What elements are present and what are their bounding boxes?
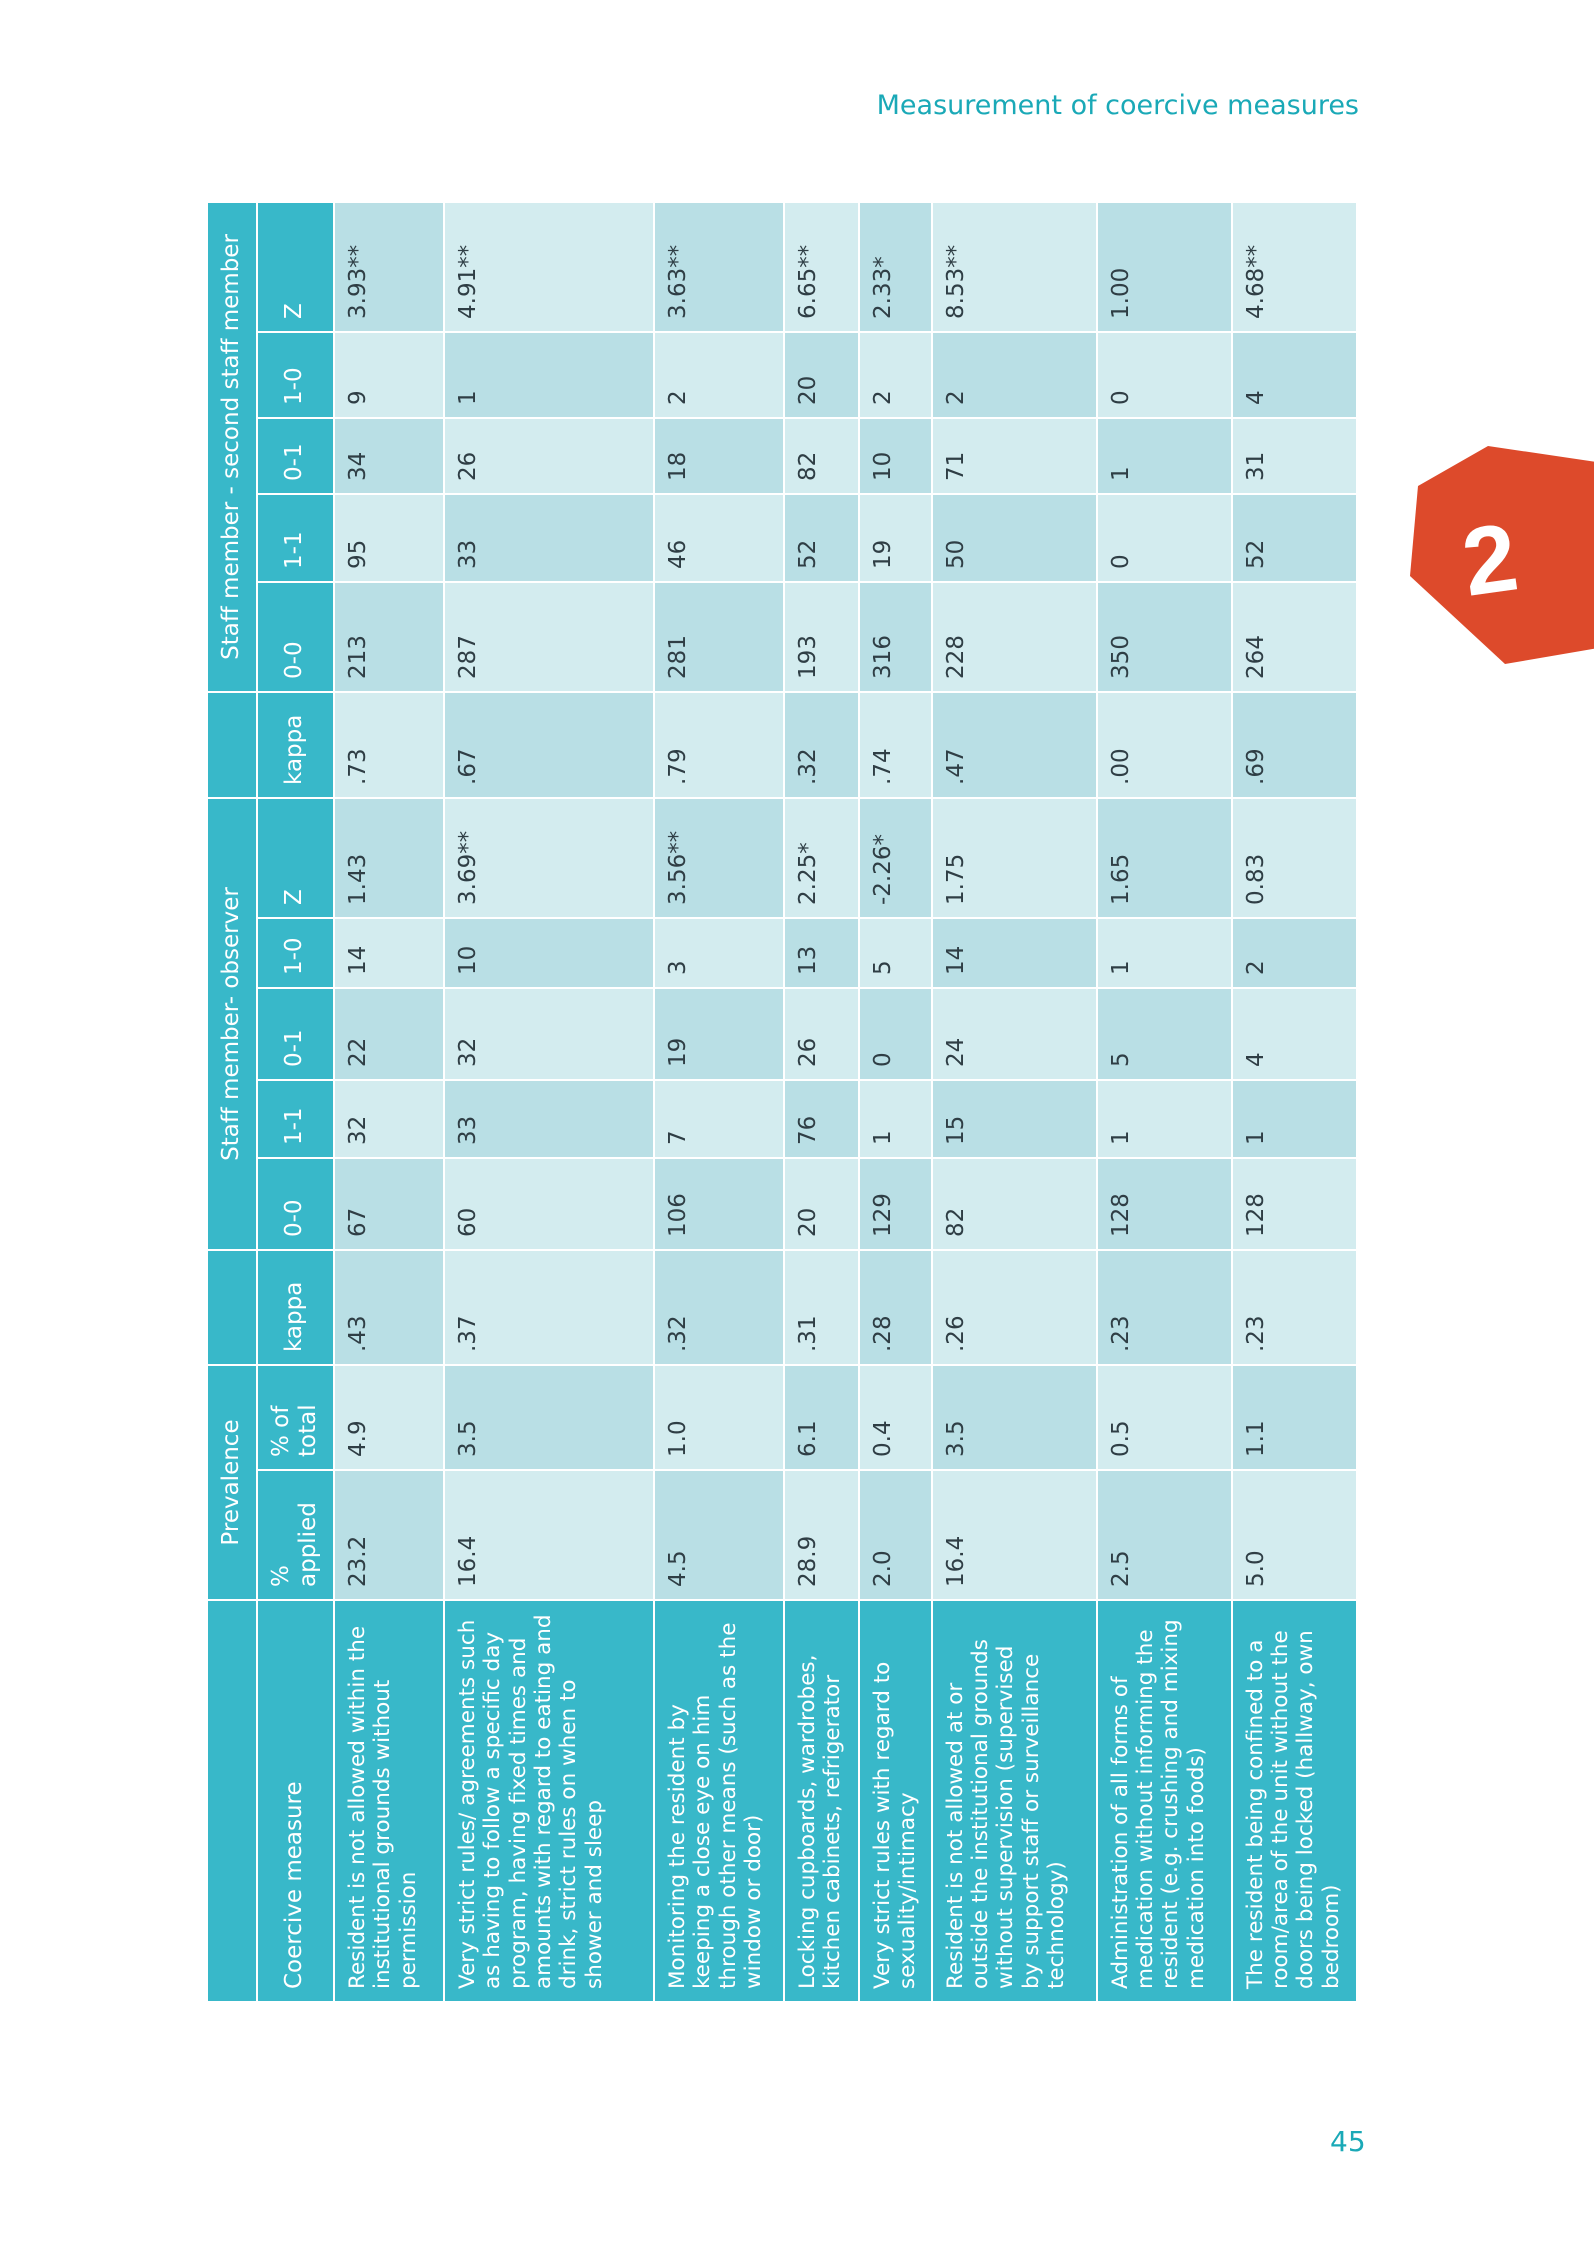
cell-kappa: .74 <box>859 692 932 798</box>
cell-0-0: 281 <box>654 582 784 692</box>
cell-0-0: 193 <box>784 582 859 692</box>
col-header-pct-applied: % applied <box>257 1470 334 1600</box>
cell-z: 6.65** <box>784 202 859 332</box>
cell-0-1: 10 <box>859 418 932 494</box>
cell-kappa: .32 <box>654 1250 784 1365</box>
coercive-measure-label: Resident is not allowed within the institutional grounds without permission <box>334 1600 444 2002</box>
col-header-11: 1-1 <box>257 1080 334 1158</box>
col-header-10: 1-0 <box>257 332 334 418</box>
coercive-measures-table <box>206 201 1358 2003</box>
col-header-z: Z <box>257 202 334 332</box>
coercive-measure-label: Very strict rules with regard to sexuality/intimacy <box>859 1600 932 2002</box>
cell-1-1: 33 <box>444 494 654 582</box>
cell-0-1: 31 <box>1232 418 1357 494</box>
group-header-prevalence: Prevalence <box>207 1365 257 1600</box>
header-blank <box>207 692 257 798</box>
cell--of-total: 1.1 <box>1232 1365 1357 1470</box>
table-row <box>444 202 654 2002</box>
table-row <box>654 202 784 2002</box>
cell-1-1: 95 <box>334 494 444 582</box>
cell--applied: 28.9 <box>784 1470 859 1600</box>
cell-0-0: 213 <box>334 582 444 692</box>
cell-z: 8.53** <box>932 202 1097 332</box>
cell-z: 1.43 <box>334 798 444 918</box>
cell-1-1: 46 <box>654 494 784 582</box>
cell-1-0: 14 <box>932 918 1097 988</box>
cell--of-total: 3.5 <box>932 1365 1097 1470</box>
cell--applied: 2.5 <box>1097 1470 1232 1600</box>
cell-kappa: .23 <box>1097 1250 1232 1365</box>
cell-z: 2.33* <box>859 202 932 332</box>
cell-1-0: 4 <box>1232 332 1357 418</box>
cell-z: 3.93** <box>334 202 444 332</box>
cell-1-0: 1 <box>444 332 654 418</box>
chapter-badge-hexagon <box>1410 446 1594 666</box>
cell-0-1: 26 <box>444 418 654 494</box>
col-header-pct-total: % of total <box>257 1365 334 1470</box>
cell-1-1: 0 <box>1097 494 1232 582</box>
col-header-measure: Coercive measure <box>257 1600 334 2002</box>
col-header-kappa: kappa <box>257 692 334 798</box>
cell-z: 4.91** <box>444 202 654 332</box>
cell--of-total: 1.0 <box>654 1365 784 1470</box>
cell--of-total: 3.5 <box>444 1365 654 1470</box>
table-body <box>334 202 1357 2002</box>
cell--applied: 5.0 <box>1232 1470 1357 1600</box>
cell-0-1: 34 <box>334 418 444 494</box>
cell-1-1: 33 <box>444 1080 654 1158</box>
cell-1-1: 32 <box>334 1080 444 1158</box>
cell-1-0: 20 <box>784 332 859 418</box>
group-header-observer: Staff member- observer <box>207 798 257 1250</box>
col-header-00: 0-0 <box>257 582 334 692</box>
cell-kappa: .28 <box>859 1250 932 1365</box>
cell-1-1: 50 <box>932 494 1097 582</box>
cell-z: 1.75 <box>932 798 1097 918</box>
cell-z: -2.26* <box>859 798 932 918</box>
col-header-kappa: kappa <box>257 1250 334 1365</box>
cell-1-1: 1 <box>1232 1080 1357 1158</box>
cell-0-0: 350 <box>1097 582 1232 692</box>
cell-0-1: 82 <box>784 418 859 494</box>
cell--applied: 2.0 <box>859 1470 932 1600</box>
cell-0-0: 228 <box>932 582 1097 692</box>
cell-1-0: 5 <box>859 918 932 988</box>
cell-z: 2.25* <box>784 798 859 918</box>
cell-0-1: 26 <box>784 988 859 1080</box>
cell-0-1: 4 <box>1232 988 1357 1080</box>
cell-kappa: .31 <box>784 1250 859 1365</box>
cell-0-0: 60 <box>444 1158 654 1250</box>
cell-1-0: 1 <box>1097 918 1232 988</box>
cell-0-1: 22 <box>334 988 444 1080</box>
cell-0-1: 1 <box>1097 418 1232 494</box>
cell-kappa: .32 <box>784 692 859 798</box>
header-blank <box>207 1250 257 1365</box>
cell-0-1: 71 <box>932 418 1097 494</box>
cell-kappa: .73 <box>334 692 444 798</box>
cell-kappa: .79 <box>654 692 784 798</box>
cell-0-1: 24 <box>932 988 1097 1080</box>
cell-1-0: 2 <box>932 332 1097 418</box>
cell--of-total: 0.5 <box>1097 1365 1232 1470</box>
col-header-00: 0-0 <box>257 1158 334 1250</box>
cell-z: 0.83 <box>1232 798 1357 918</box>
cell-kappa: .69 <box>1232 692 1357 798</box>
cell-1-0: 13 <box>784 918 859 988</box>
running-header: Measurement of coercive measures <box>876 90 1359 121</box>
cell-1-0: 10 <box>444 918 654 988</box>
cell-1-1: 19 <box>859 494 932 582</box>
cell-1-0: 14 <box>334 918 444 988</box>
cell-0-0: 316 <box>859 582 932 692</box>
cell-kappa: .43 <box>334 1250 444 1365</box>
cell-kappa: .23 <box>1232 1250 1357 1365</box>
cell-0-1: 5 <box>1097 988 1232 1080</box>
chapter-number: 2 <box>1456 503 1524 617</box>
col-header-01: 0-1 <box>257 418 334 494</box>
cell-z: 3.69** <box>444 798 654 918</box>
table-row <box>334 202 444 2002</box>
cell-1-0: 2 <box>654 332 784 418</box>
col-header-11: 1-1 <box>257 494 334 582</box>
cell-kappa: .26 <box>932 1250 1097 1365</box>
column-header-row <box>257 202 334 2002</box>
cell-0-0: 128 <box>1232 1158 1357 1250</box>
cell-0-0: 287 <box>444 582 654 692</box>
coercive-measure-label: Monitoring the resident by keeping a close eye on him through other means (such as the window or door) <box>654 1600 784 2002</box>
cell-1-1: 52 <box>1232 494 1357 582</box>
coercive-measure-label: Administration of all forms of medication without informing the resident (e.g. crushing and mixing medication into foods) <box>1097 1600 1232 2002</box>
cell-kappa: .00 <box>1097 692 1232 798</box>
cell-0-0: 82 <box>932 1158 1097 1250</box>
col-header-01: 0-1 <box>257 988 334 1080</box>
header-blank <box>207 1600 257 2002</box>
cell--applied: 4.5 <box>654 1470 784 1600</box>
table-row <box>1097 202 1232 2002</box>
cell--applied: 23.2 <box>334 1470 444 1600</box>
cell-1-1: 15 <box>932 1080 1097 1158</box>
cell-kappa: .67 <box>444 692 654 798</box>
col-header-z: Z <box>257 798 334 918</box>
cell-1-0: 2 <box>859 332 932 418</box>
table-row <box>932 202 1097 2002</box>
cell-0-0: 128 <box>1097 1158 1232 1250</box>
cell-z: 1.00 <box>1097 202 1232 332</box>
cell-z: 1.65 <box>1097 798 1232 918</box>
table-row <box>1232 202 1357 2002</box>
cell-0-0: 67 <box>334 1158 444 1250</box>
cell-0-1: 19 <box>654 988 784 1080</box>
page-number: 45 <box>1330 2125 1366 2158</box>
cell--of-total: 4.9 <box>334 1365 444 1470</box>
cell-0-0: 129 <box>859 1158 932 1250</box>
cell-0-0: 20 <box>784 1158 859 1250</box>
cell-0-0: 264 <box>1232 582 1357 692</box>
cell-1-1: 76 <box>784 1080 859 1158</box>
cell-1-0: 3 <box>654 918 784 988</box>
group-header-row <box>207 202 257 2002</box>
group-header-second-staff: Staff member - second staff member <box>207 202 257 692</box>
col-header-10: 1-0 <box>257 918 334 988</box>
cell-1-1: 1 <box>1097 1080 1232 1158</box>
cell-0-1: 32 <box>444 988 654 1080</box>
cell-z: 3.63** <box>654 202 784 332</box>
cell-1-0: 9 <box>334 332 444 418</box>
cell--applied: 16.4 <box>444 1470 654 1600</box>
cell-kappa: .47 <box>932 692 1097 798</box>
coercive-measure-label: Very strict rules/ agreements such as having to follow a specific day program, having fixed times and amounts with regard to eating and drink, strict rules on when to shower and sleep <box>444 1600 654 2002</box>
cell-1-0: 0 <box>1097 332 1232 418</box>
cell-0-1: 18 <box>654 418 784 494</box>
coercive-measure-label: The resident being confined to a room/area of the unit without the doors being locked (hallway, own bedroom) <box>1232 1600 1357 2002</box>
cell-0-0: 106 <box>654 1158 784 1250</box>
cell--of-total: 6.1 <box>784 1365 859 1470</box>
cell-1-1: 1 <box>859 1080 932 1158</box>
cell-1-1: 7 <box>654 1080 784 1158</box>
coercive-measure-label: Resident is not allowed at or outside the institutional grounds without supervision (supervised by support staff or surveillance technology) <box>932 1600 1097 2002</box>
cell-z: 4.68** <box>1232 202 1357 332</box>
cell--applied: 16.4 <box>932 1470 1097 1600</box>
cell--of-total: 0.4 <box>859 1365 932 1470</box>
cell-0-1: 0 <box>859 988 932 1080</box>
cell-z: 3.56** <box>654 798 784 918</box>
coercive-measures-table-rotated <box>206 203 1344 2003</box>
cell-1-1: 52 <box>784 494 859 582</box>
cell-kappa: .37 <box>444 1250 654 1365</box>
coercive-measure-label: Locking cupboards, wardrobes, kitchen cabinets, refrigerator <box>784 1600 859 2002</box>
cell-1-0: 2 <box>1232 918 1357 988</box>
table-row <box>784 202 859 2002</box>
table-row <box>859 202 932 2002</box>
